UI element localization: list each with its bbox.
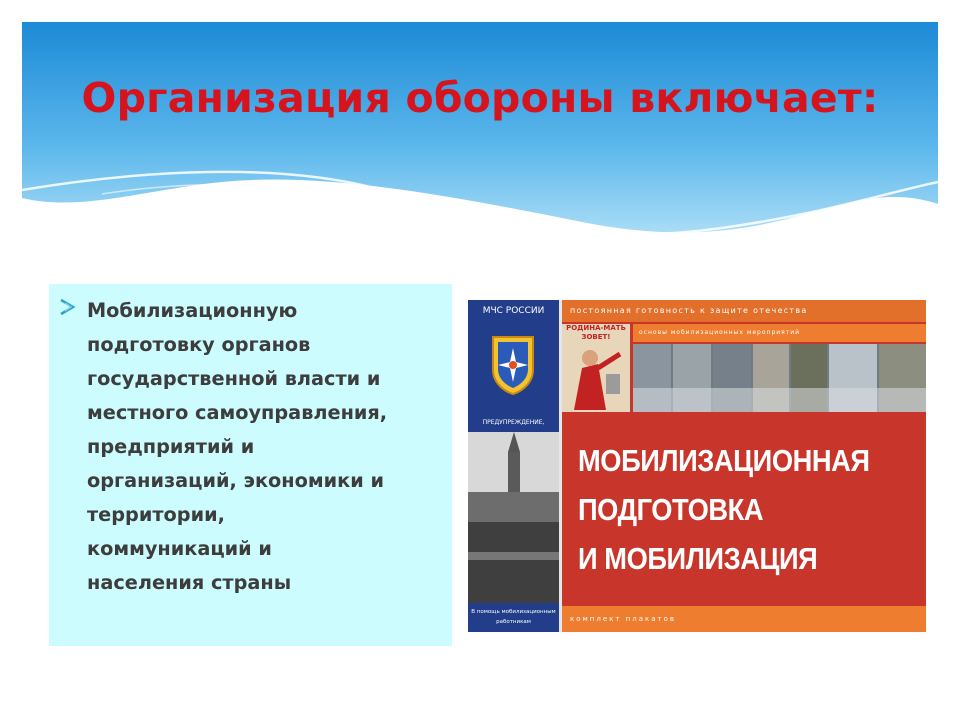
photo-strip-icon xyxy=(633,344,926,412)
poster-emblem-label: МЧС РОССИИ xyxy=(482,306,545,316)
poster-image xyxy=(468,300,926,632)
arrow-bullet-icon xyxy=(57,296,79,318)
slide-title: Организация обороны включает: xyxy=(81,74,879,122)
poster-left-caption: ПРЕДУПРЕЖДЕНИЕ, xyxy=(482,419,545,426)
poster-left-bottom-caption: В помощь мобилизационным работникам xyxy=(471,609,556,625)
sky-header-background xyxy=(22,22,938,262)
poster-main-title: МОБИЛИЗАЦИОННАЯ ПОДГОТОВКА И МОБИЛИЗАЦИЯ xyxy=(578,443,870,576)
poster-second-strip: основы мобилизационных мероприятий xyxy=(633,324,926,342)
motherland-figure-icon xyxy=(564,344,628,410)
poster-bottom-strip: комплект плакатов xyxy=(562,606,926,632)
emchs-shield-icon xyxy=(490,334,536,396)
poster-thumbnail-text: РОДИНА-МАТЬ ЗОВЕТ! xyxy=(566,324,626,341)
kremlin-photo-icon xyxy=(468,432,559,603)
poster-top-strip: постоянная готовность к защите отечества xyxy=(562,300,926,322)
bullet-text: Мобилизационную подготовку органов государственной власти и местного самоуправления, предприятий и организаций, экономики и территории, коммуникаций и населения страны xyxy=(87,299,388,594)
